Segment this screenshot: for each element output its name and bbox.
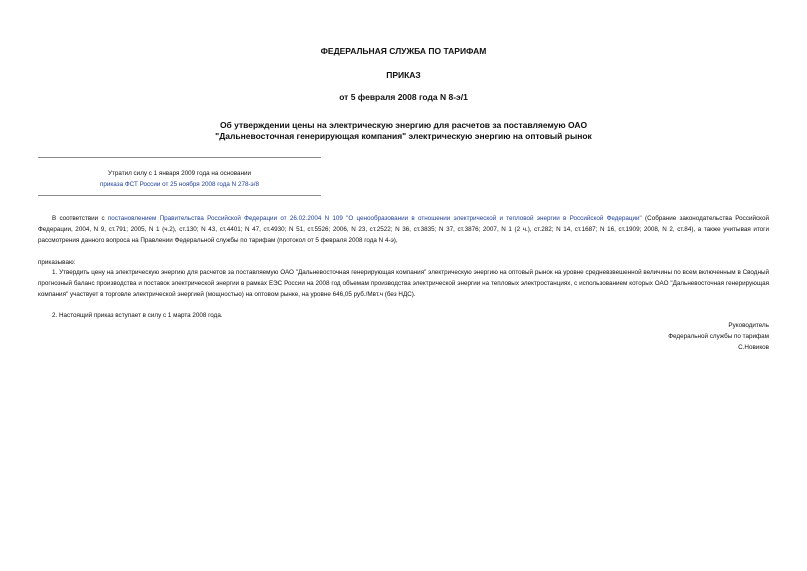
doc-title-line2: "Дальневосточная генерирующая компания" электрическую энергию на оптовый рынок: [215, 131, 592, 141]
status-note: [38, 168, 321, 190]
signature-block: [469, 320, 769, 353]
signature-name: С.Новиков: [738, 344, 769, 351]
signature-role-line1: Руководитель: [728, 322, 769, 329]
preamble-rest: (Собрание законодательства Российской Федерации, 2004, N 9, ст.791; 2005, N 1 (ч.2), ст.130; N 43, ст.4401; N 47, ст.4930; N 51, ст.5526; 2006, N 23, ст.2522; N 36, ст.3835; N 37, ст.3876; 2007, N 1 (2 ч.), ст.282; N 14, ст.1687; N 16, ст.1909; 2008, N 2, ст.84), а также учитывая итоги рассмотрения данного вопроса на Правлении Федеральной службы по тарифам (протокол от 5 февраля 2008 года N 4-э),: [38, 215, 769, 244]
order-item-2: 2. Настоящий приказ вступает в силу с 1 марта 2008 года.: [52, 312, 223, 319]
order-word: приказываю:: [38, 259, 76, 266]
preamble-link[interactable]: постановлением Правительства Российской Федерации от 26.02.2004 N 109 "О ценообразовании в отношении электрической и тепловой энергии в Российской Федерации": [107, 215, 642, 222]
doc-title: [0, 120, 807, 142]
preamble-paragraph: [38, 214, 769, 246]
status-note-link[interactable]: приказа ФСТ России от 25 ноября 2008 года N 278-э/8: [99, 181, 260, 188]
divider-top: [38, 157, 321, 158]
doc-date-number: от 5 февраля 2008 года N 8-э/1: [339, 92, 468, 102]
agency-name: ФЕДЕРАЛЬНАЯ СЛУЖБА ПО ТАРИФАМ: [320, 46, 487, 56]
status-note-text: Утратил силу с 1 января 2009 года на основании: [107, 170, 252, 177]
order-item-1: 1. Утвердить цену на электрическую энергию для расчетов за поставляемую ОАО "Дальневосточная генерирующая компания" электрическую энергию на оптовый рынок на уровне средневзвешенной величины по всем включенным в Сводный прогнозный баланс производства и поставок электрической энергии в рамках ЕЭС России на 2008 год объемам производства электрической энергии на тепловых электростанциях, с использованием которых ОАО "Дальневосточная генерирующая компания" участвует в торговле электрической энергией (мощностью) на оптовом рынке, на уровне 646,05 руб./Мвт.ч (без НДС).: [38, 269, 769, 298]
preamble-start: В соответствии с: [52, 215, 108, 222]
doc-title-line1: Об утверждении цены на электрическую энергию для расчетов за поставляемую ОАО: [219, 120, 588, 130]
divider-bottom: [38, 195, 321, 196]
signature-role-line2: Федеральной службы по тарифам: [668, 333, 769, 340]
doc-type: ПРИКАЗ: [386, 70, 421, 80]
